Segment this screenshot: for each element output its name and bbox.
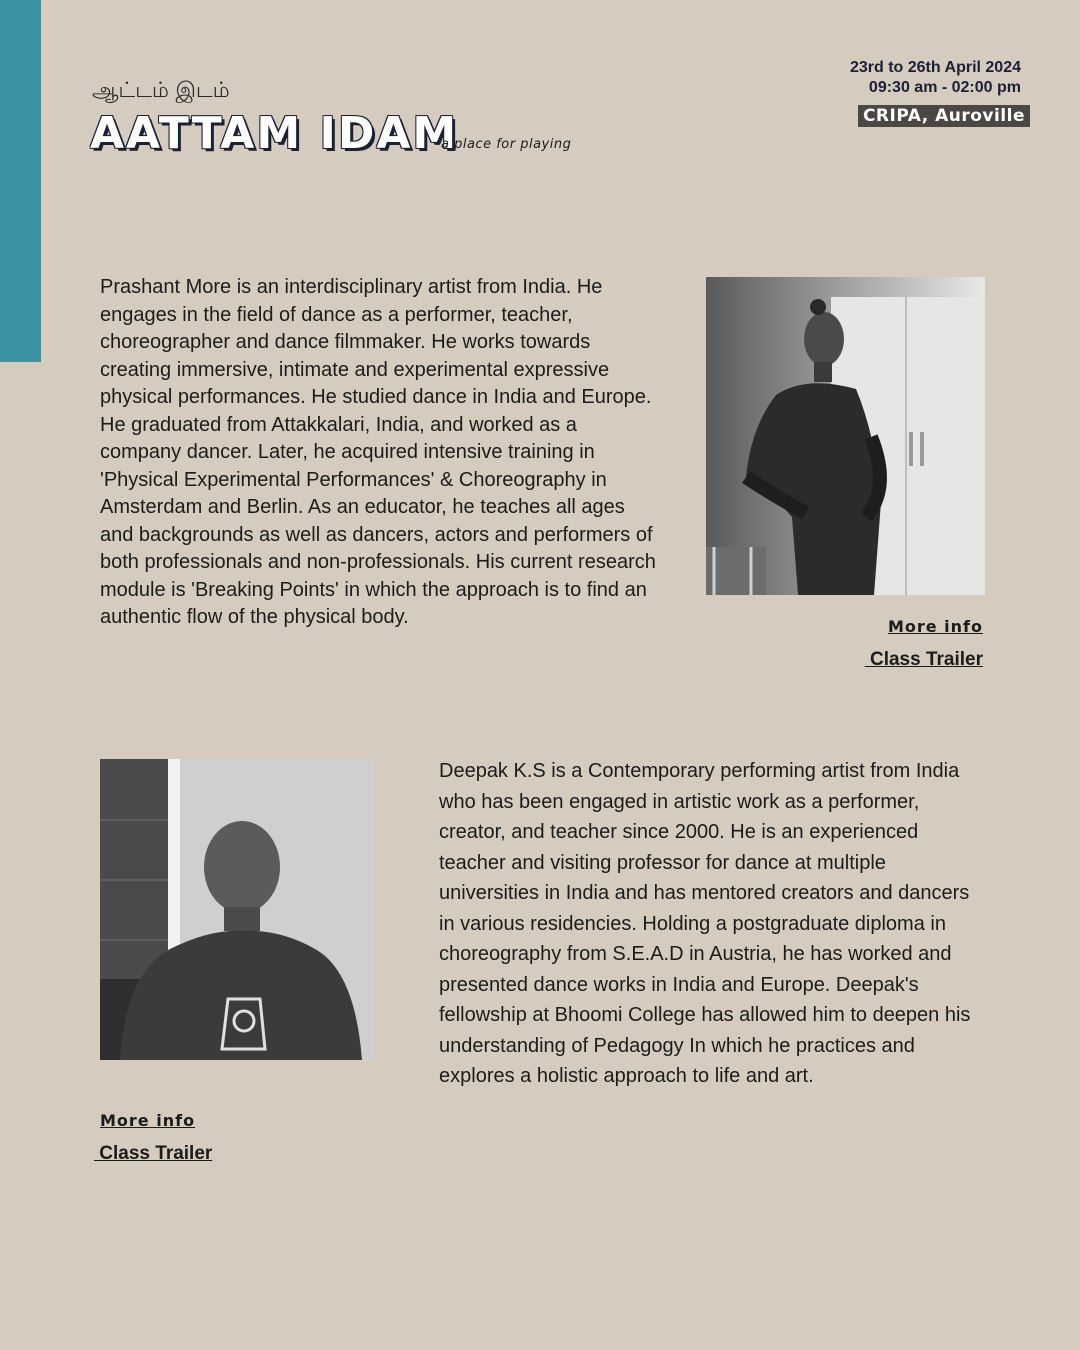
accent-bar [0,0,41,362]
artist-bio-prashant: Prashant More is an interdisciplinary artist from India. He engages in the field of dance as a performer, teacher, choreographer and dance filmmaker. He works towards creating immersive, intimate and experimental expressive physical performances. He studied dance in India and Europe. He graduated from Attakkalari, India, and worked as a company dancer. Later, he acquired intensive training in 'Physical Experimental Performances' & Choreography in Amsterdam and Berlin. As an educator, he teaches all ages and backgrounds as well as dancers, actors and performers of both professionals and non-professionals. His current research module is 'Breaking Points' in which the approach is to find an authentic flow of the physical body. [100,276,656,628]
class-trailer-link-prashant[interactable]: Class Trailer [864,649,983,670]
brand-title: AATTAM IDAM [90,108,459,159]
event-info [850,58,1021,98]
more-info-link-deepak[interactable]: More info [100,1111,196,1130]
tagline: a place for playing [441,137,572,152]
artist-bio-deepak: Deepak K.S is a Contemporary performing artist from India who has been engaged in artistic work as a performer, creator, and teacher since 2000. He is an experienced teacher and visiting professor for dance at multiple universities in India and has mentored creators and dancers in various residencies. Holding a postgraduate diploma in choreography from S.E.A.D in Austria, he has worked and presented dance works in India and Europe. Deepak's fellowship at Bhoomi College has allowed him to deepen his understanding of Pedagogy In which he practices and explores a holistic approach to life and art. [439,760,971,1087]
more-info-link-prashant[interactable]: More info [887,617,983,636]
event-dates: 23rd to 26th April 2024 [849,59,1021,76]
artist-photo-deepak-illustration [100,759,375,1060]
artist-photo-prashant [706,277,985,595]
artist-photo-prashant-illustration [706,277,985,595]
event-location-badge: CRIPA, Auroville [858,105,1030,127]
event-time: 09:30 am - 02:00 pm [868,79,1021,96]
artist-photo-deepak [100,759,375,1060]
tamil-title: ஆட்டம் இடம் [92,78,230,102]
class-trailer-link-deepak[interactable]: Class Trailer [94,1143,213,1164]
